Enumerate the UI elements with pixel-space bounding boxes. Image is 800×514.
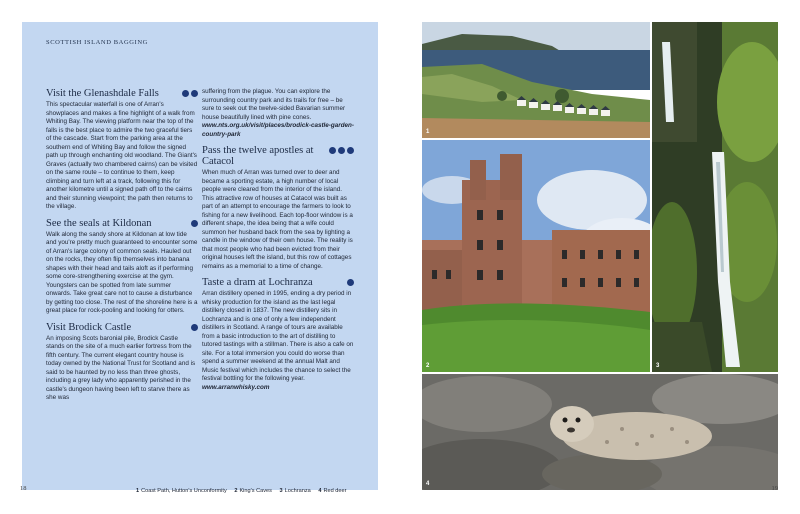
- caption-number: 4: [318, 488, 322, 494]
- page-number-right: 19: [771, 485, 778, 492]
- difficulty-dots: [329, 147, 354, 154]
- dot-icon: [182, 90, 189, 97]
- caption-item: [280, 488, 311, 494]
- section-body: Walk along the sandy shore at Kildonan at low tide and you're pretty much guaranteed to encounter some of Arran's large colony of common seals. Hauled out on the rocks, they often flip themselves into banana shapes with their head and tails aloft as if performing some core-strengthening exercise at the gym. Youngsters can be spotted from late summer onwards. Take great care not to cause a disturbance by getting too close. The rest of the shoreline here is a great place for rock-pooling and looking for otters.: [46, 230, 198, 314]
- coastal-village-image: [422, 22, 650, 138]
- difficulty-dots: [191, 324, 198, 331]
- dot-icon: [338, 147, 345, 154]
- photo-number: 2: [426, 363, 430, 369]
- caption-item: [318, 488, 346, 494]
- photo-castle: [422, 140, 650, 372]
- photo-number: 3: [656, 363, 660, 369]
- section-title: Taste a dram at Lochranza: [202, 277, 313, 288]
- caption-item: [234, 488, 272, 494]
- dot-icon: [347, 147, 354, 154]
- right-page: [400, 0, 800, 514]
- section-title: See the seals at Kildonan: [46, 217, 152, 229]
- photo-waterfall: [652, 22, 778, 372]
- text-panel: [22, 22, 378, 494]
- difficulty-dots: [182, 90, 198, 97]
- difficulty-dots: [347, 279, 354, 286]
- seal-image: [422, 374, 778, 490]
- section-kildonan: [46, 218, 198, 316]
- dot-icon: [191, 324, 198, 331]
- section-body: Arran distillery opened in 1995, ending a dry period in whisky production for the island as the last legal distillery closed in 1837. The new distillery sits in Lochranza and is one of only a few independent distillers in Scotland. A range of tours are available from a basic introduction to the art of distilling to tutored tastings with a stillman. There is also a cafe on site. For a total immersion you could do worse than spend a summer weekend at the annual Malt and Music festival which includes the chance to select the festival bottling for the following year.: [202, 290, 354, 382]
- caption-text: Lochranza: [284, 488, 311, 494]
- caption-item: [136, 488, 227, 494]
- difficulty-dots: [191, 220, 198, 227]
- dot-icon: [329, 147, 336, 154]
- castle-image: [422, 140, 650, 372]
- section-brodick-continued: [202, 88, 354, 139]
- text-column-2: [202, 88, 354, 398]
- section-link[interactable]: www.nts.org.uk/visit/places/brodick-castle-garden-country-park: [202, 122, 354, 138]
- section-body: This spectacular waterfall is one of Arran's showplaces and makes a fine highlight of a walk from Whiting Bay. The viewing platform near the top of the falls is the best place to admire the two graceful tiers of the cascade. Start from the parking area at the southern end of Whiting Bay and follow the signed path up through enchanting old woodland. The Giant's Graves (actually two chambered cairns) can be visited on the same route – to continue to them, keep climbing and turn left at a track, following this for another kilometre until a signed path off to the cairns and their stunning viewpoint; the path then returns to the village.: [46, 101, 198, 210]
- text-column-1: [46, 88, 198, 409]
- section-body: When much of Arran was turned over to deer and became a sporting estate, a high number of local people were cleared from the interior of the island. This attractive row of houses at Catacol was built as part of an attempt to encourage the farmers to look to fishing for a new livelihood. Each top-floor window is a different shape, the idea being that a wife could summon her husband back from the sea by lighting a candle in the window of their own house. The reality is that most people who had been evicted from their original houses left the island, but this row of cottages remains as a memorial to a time of change.: [202, 169, 353, 270]
- caption-number: 1: [136, 488, 140, 494]
- section-title: Visit the Glenashdale Falls: [46, 88, 159, 99]
- section-brodick: [46, 322, 198, 403]
- photo-coastal-village: [422, 22, 650, 138]
- running-head: SCOTTISH ISLAND BAGGING: [46, 39, 148, 46]
- section-catacol: [202, 145, 354, 271]
- section-title: Visit Brodick Castle: [46, 321, 132, 333]
- photo-number: 4: [426, 481, 430, 487]
- section-glenashdale: [46, 88, 198, 212]
- waterfall-image: [652, 22, 778, 372]
- section-body: suffering from the plague. You can explore the surrounding country park and its trails for free – be sure to seek out the twelve-sided Bavarian summer house beautifully lined with pine cones.: [202, 88, 346, 121]
- section-body: An imposing Scots baronial pile, Brodick Castle stands on the site of a much earlier fortress from the fifth century. The current elegant country house is today owned by the National Trust for Scotland and is said to be haunted by no less than three ghosts, including a grey lady who apparently perished in the castle's dungeon having been left to starve there as she was: [46, 334, 196, 401]
- photo-seal: [422, 374, 778, 490]
- section-lochranza: [202, 277, 354, 392]
- caption-text: King's Caves: [239, 488, 272, 494]
- dot-icon: [191, 220, 198, 227]
- photo-captions: [136, 488, 386, 494]
- dot-icon: [347, 279, 354, 286]
- dot-icon: [191, 90, 198, 97]
- caption-number: 3: [279, 488, 283, 494]
- photo-number: 1: [426, 129, 430, 135]
- section-title: Pass the twelve apostles at Catacol: [202, 145, 314, 167]
- caption-text: Red deer: [323, 488, 347, 494]
- section-link[interactable]: www.arranwhisky.com: [202, 383, 270, 391]
- caption-text: Coast Path, Hutton's Unconformity: [141, 488, 227, 494]
- caption-number: 2: [234, 488, 238, 494]
- page-number-left: 18: [20, 485, 27, 492]
